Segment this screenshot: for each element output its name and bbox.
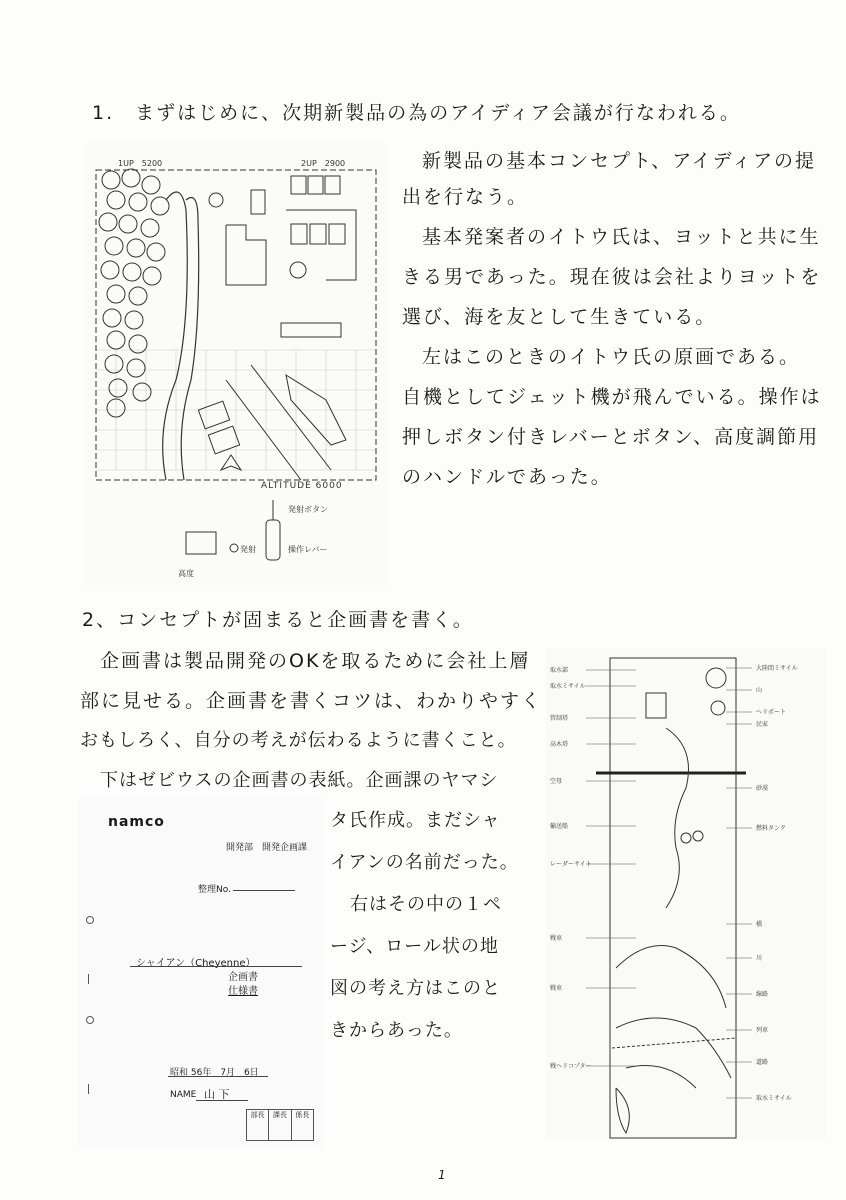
hole-2 <box>88 974 89 984</box>
cover-name-line <box>196 1100 248 1101</box>
s1-para-3: きる男であった。現在彼は会社よりヨットを <box>402 266 822 288</box>
ctrl-height: 高度 <box>178 569 194 578</box>
map-left-label: 取水部 <box>550 667 569 674</box>
map-left-label: 戦車 <box>550 935 563 942</box>
stamp-cell: 課長 <box>269 1110 291 1140</box>
s2-mid-0: タ氏作成。まだシャ <box>330 810 501 831</box>
map-left-label: 戦ヘリコプター <box>550 1063 592 1070</box>
proposal-cover <box>78 798 324 1148</box>
s1-para-6: 自機としてジェット機が飛んでいる。操作は <box>402 386 822 408</box>
map-right-label: 燃料タンク <box>756 825 786 832</box>
sketch-drawing <box>86 140 386 590</box>
cover-dept: 開発部 開発企画課 <box>226 843 308 853</box>
s2-mid-3: ージ、ロール状の地 <box>330 936 499 957</box>
sketch-altitude: ALTITUDE 6000 <box>261 481 343 491</box>
map-left-label: 戦車 <box>550 985 563 992</box>
s2-mid-1: イアンの名前だった。 <box>330 852 519 873</box>
s2-para-2: おもしろく、自分の考えが伝わるように書くこと。 <box>80 730 517 751</box>
map-left-label: 取水ミサイル <box>550 683 586 690</box>
s2-mid-2: 右はその中の１ペ <box>350 894 502 915</box>
s1-para-2: 基本発案者のイトウ氏は、ヨットと共に生 <box>422 226 821 248</box>
stamp-table <box>246 1109 314 1141</box>
map-right-label: ヘリポート <box>756 709 787 716</box>
s2-para-0: 企画書は製品開発のOKを取るために会社上層 <box>100 650 531 672</box>
map-left-label: 管制塔 <box>550 715 569 722</box>
map-right-label: 取水ミサイル <box>756 1095 792 1102</box>
cover-name-value: 山 下 <box>204 1088 230 1101</box>
s2-mid-5: きからあった。 <box>330 1020 463 1041</box>
s1-para-8: のハンドルであった。 <box>402 466 612 488</box>
map-left-label: 空母 <box>550 778 563 785</box>
s1-para-0: 新製品の基本コンセプト、アイディアの提 <box>422 150 817 172</box>
map-right-label: 川 <box>756 955 763 962</box>
s2-para-1: 部に見せる。企画書を書くコツは、わかりやすく <box>80 690 543 712</box>
sketch-2up: 2UP 2900 <box>301 159 346 168</box>
ctrl-lever: 操作レバー <box>288 545 328 554</box>
s1-para-4: 選び、海を友として生きている。 <box>402 306 717 328</box>
map-right-label: 道路 <box>756 1059 769 1066</box>
s2-mid-4: 図の考え方はこのと <box>330 978 501 999</box>
map-left-label: レーダーサイト <box>550 861 592 868</box>
cover-ctrl-label: 整理No. <box>198 885 231 895</box>
s1-para-1: 出を行なう。 <box>402 186 529 208</box>
sketch-1up: 1UP 5200 <box>118 159 163 168</box>
s1-para-7: 押しボタン付きレバーとボタン、高度調節用 <box>402 426 820 448</box>
hole-1 <box>86 916 94 924</box>
section2-heading: 2、コンセプトが固まると企画書を書く。 <box>82 609 474 631</box>
map-right-label: 大陸間ミサイル <box>756 665 798 672</box>
s1-para-5: 左はこのときのイトウ氏の原画である。 <box>422 346 801 368</box>
cover-date: 昭和 56年 7月 6日 <box>170 1068 259 1078</box>
cover-date-line <box>168 1076 268 1077</box>
map-right-label: 民家 <box>756 721 769 728</box>
stamp-cell: 部長 <box>247 1110 269 1140</box>
cover-title-line <box>130 966 302 967</box>
map-right-label: 砂漠 <box>756 785 769 792</box>
ctrl-button: 発射ボタン <box>288 505 328 514</box>
cover-doctype-1: 企画書 <box>228 972 258 983</box>
original-sketch <box>86 140 386 590</box>
map-left-label: 輸送船 <box>550 823 569 830</box>
map-right-label: 橋 <box>756 921 763 928</box>
roll-map-drawing <box>546 648 826 1140</box>
page-number: 1 <box>438 1168 446 1182</box>
roll-map <box>546 648 826 1140</box>
cover-title: シャイアン（Cheyenne） <box>136 958 256 969</box>
cover-name-label: NAME <box>170 1090 197 1100</box>
cover-logo: namco <box>108 814 165 830</box>
map-right-label: 山 <box>756 687 763 694</box>
map-right-label: 列車 <box>756 1027 769 1034</box>
section1-heading: 1. まずはじめに、次期新製品の為のアイディア会議が行なわれる。 <box>92 102 741 124</box>
cover-doctype-2: 仕様書 <box>228 986 258 997</box>
s2-para-3: 下はゼビウスの企画書の表紙。企画課のヤマシ <box>100 770 499 791</box>
cover-ctrl-line <box>233 890 295 891</box>
stamp-cell: 係長 <box>295 1111 310 1119</box>
ctrl-fire: 発射 <box>240 545 256 554</box>
hole-4 <box>88 1084 89 1094</box>
map-right-label: 線路 <box>756 991 769 998</box>
hole-3 <box>86 1016 94 1024</box>
map-left-label: 高木塔 <box>550 741 569 748</box>
